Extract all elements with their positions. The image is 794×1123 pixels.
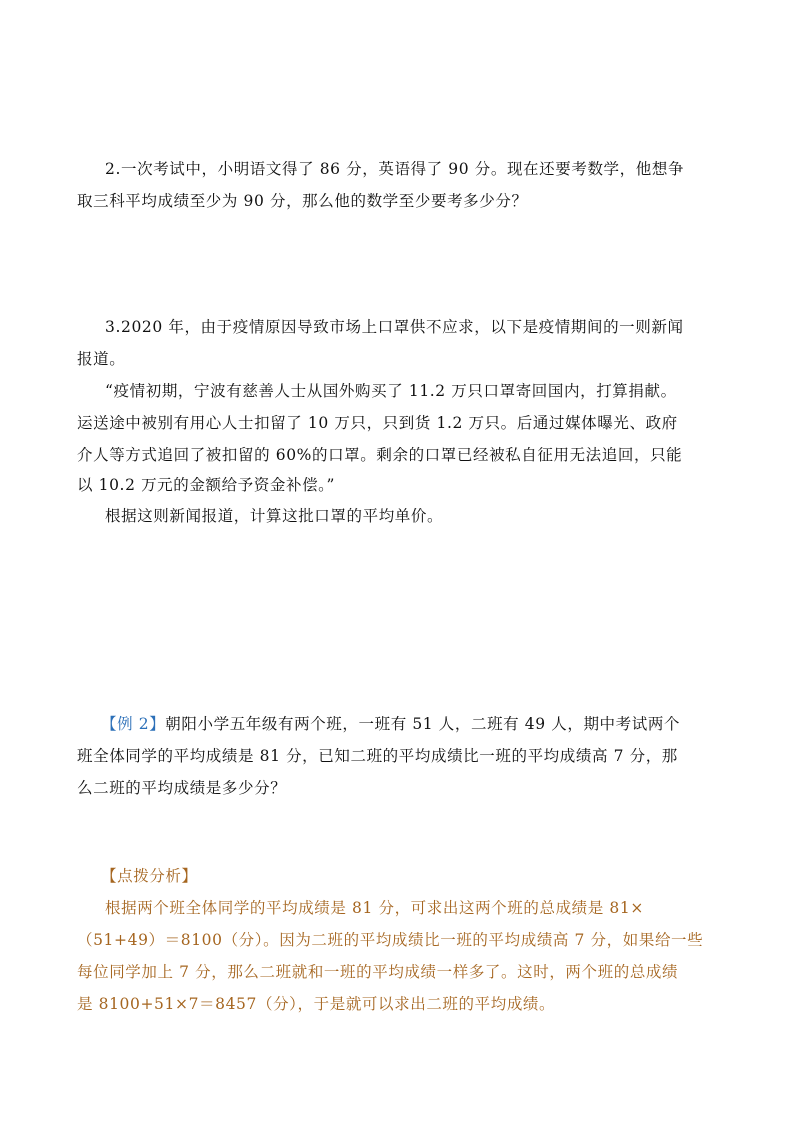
question-3-ask: 根据这则新闻报道，计算这批口罩的平均单价。 xyxy=(105,507,444,525)
example-tag: 【例 2】 xyxy=(101,715,166,733)
example-2-line: 班全体同学的平均成绩是 81 分，已知二班的平均成绩比一班的平均成绩高 7 分，那 xyxy=(77,747,678,765)
analysis-line: 根据两个班全体同学的平均成绩是 81 分，可求出这两个班的总成绩是 81× xyxy=(105,899,644,917)
question-2-line: 取三科平均成绩至少为 90 分，那么他的数学至少要考多少分？ xyxy=(77,192,528,210)
question-3-line: 报道。 xyxy=(77,350,126,368)
analysis-title: 【点拨分析】 xyxy=(101,867,198,885)
news-quote-line: 运送途中被别有用心人士扣留了 10 万只，只到货 1.2 万只。后通过媒体曝光、政府 xyxy=(77,414,678,432)
analysis-line: （51+49）＝8100（分）。因为二班的平均成绩比一班的平均成绩高 7 分，如果给一些 xyxy=(77,931,704,949)
example-2-text: 朝阳小学五年级有两个班，一班有 51 人，二班有 49 人，期中考试两个 xyxy=(165,715,681,733)
news-quote-line: 以 10.2 万元的金额给予资金补偿。” xyxy=(77,476,336,494)
analysis-line: 每位同学加上 7 分，那么二班就和一班的平均成绩一样多了。这时，两个班的总成绩 xyxy=(77,963,679,981)
analysis-line: 是 8100+51×7＝8457（分），于是就可以求出二班的平均成绩。 xyxy=(77,995,556,1013)
example-2-first-line xyxy=(101,713,680,735)
question-3-line: 3.2020 年，由于疫情原因导致市场上口罩供不应求，以下是疫情期间的一则新闻 xyxy=(105,318,684,336)
news-quote-line: “疫情初期，宁波有慈善人士从国外购买了 11.2 万只口罩寄回国内，打算捐献。 xyxy=(105,382,677,400)
example-2-line: 么二班的平均成绩是多少分？ xyxy=(77,779,287,797)
question-2-line: 2.一次考试中，小明语文得了 86 分，英语得了 90 分。现在还要考数学，他想争 xyxy=(105,160,685,178)
news-quote-line: 介人等方式追回了被扣留的 60%的口罩。剩余的口罩已经被私自征用无法追回，只能 xyxy=(77,446,683,464)
